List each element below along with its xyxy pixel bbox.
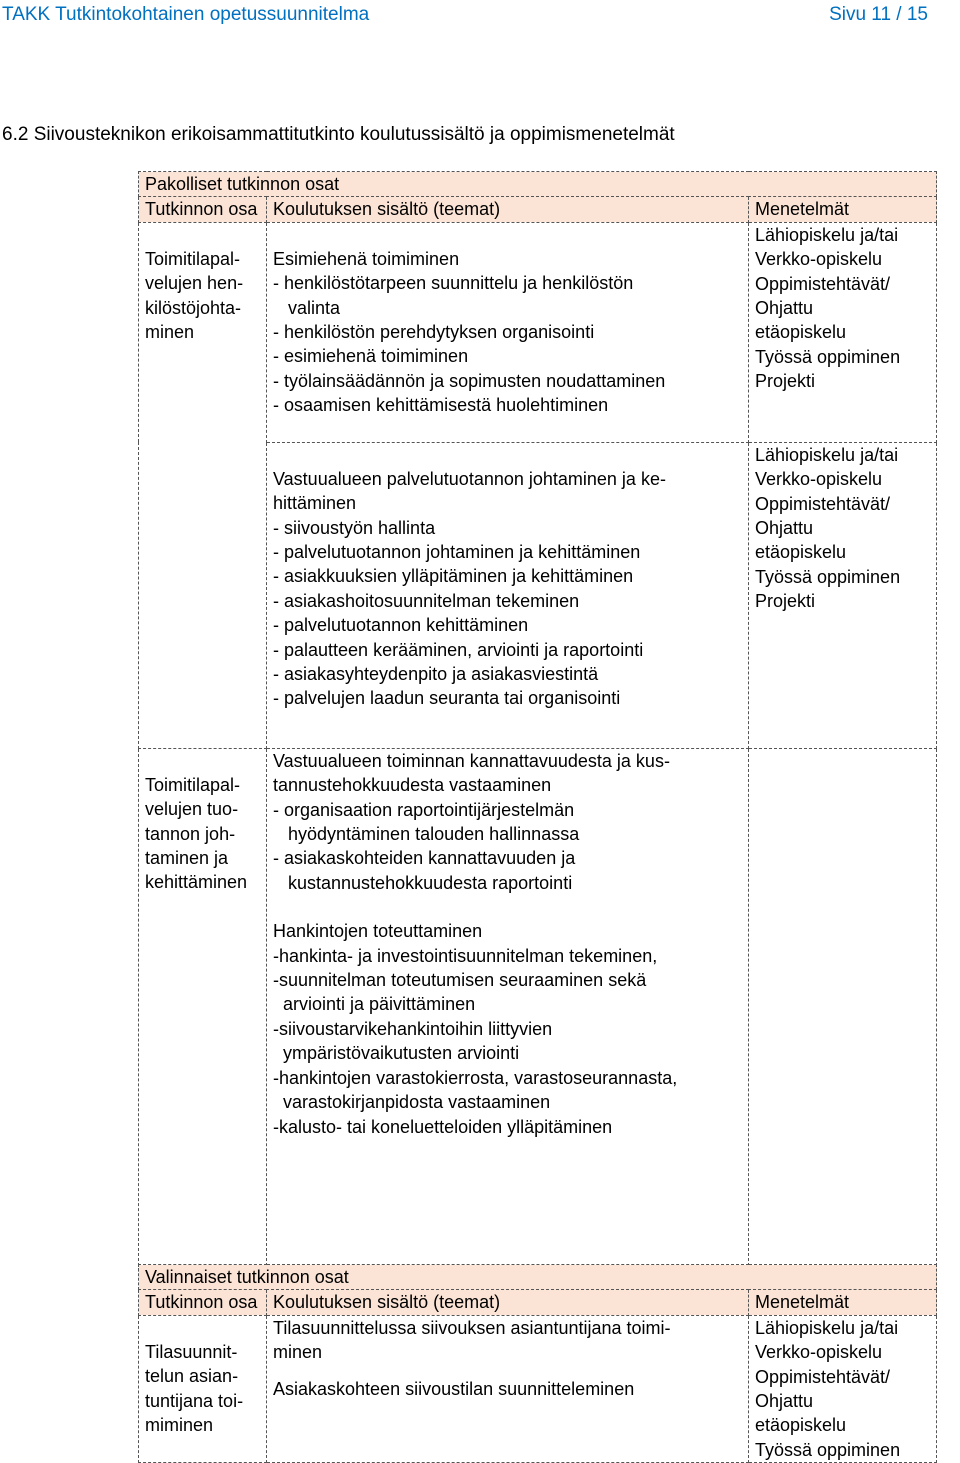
content-line: - palautteen kerääminen, arviointi ja raportointi — [273, 639, 644, 660]
method-line: Projekti — [755, 591, 816, 612]
content-line: kustannustehokkuudesta raportointi — [273, 872, 573, 893]
content-line: -hankintojen varastokierrosta, varastoseurannasta, — [273, 1067, 678, 1088]
content-line: -siivoustarvikehankintoihin liittyvien — [273, 1018, 553, 1039]
methods-cell — [749, 1315, 937, 1462]
method-line: Verkko-opiskelu — [755, 249, 883, 270]
content-line: - asiakasyhteydenpito ja asiakasviestintä — [273, 664, 599, 685]
content-line: tannustehokkuudesta vastaaminen — [273, 775, 552, 796]
content-line: - palvelutuotannon kehittäminen — [273, 615, 529, 636]
method-line: Ohjattu — [755, 518, 814, 539]
methods-cell — [749, 442, 937, 748]
table-row — [139, 222, 937, 442]
method-line: Työssä oppiminen — [755, 346, 901, 367]
table-row — [139, 748, 937, 1270]
content-line: ympäristövaikutusten arviointi — [273, 1043, 520, 1064]
header-methods: Menetelmät — [749, 1290, 937, 1315]
table-caption: Valinnaiset tutkinnon osat — [139, 1265, 937, 1290]
optional-parts-table — [138, 1264, 937, 1463]
content-line: Asiakaskohteen siivoustilan suunnitteleminen — [273, 1378, 635, 1399]
part-line: velujen tuo- — [145, 799, 239, 820]
part-line: kilöstöjohta- — [145, 297, 242, 318]
content-line: - palvelutuotannon johtaminen ja kehittäminen — [273, 542, 641, 563]
content-line: Hankintojen toteuttaminen — [273, 921, 483, 942]
part-line: tuntijana toi- — [145, 1390, 244, 1411]
header-part: Tutkinnon osa — [139, 197, 267, 222]
content-line: - asiakashoitosuunnitelman tekeminen — [273, 590, 580, 611]
part-line: velujen hen- — [145, 273, 244, 294]
method-line: Verkko-opiskelu — [755, 469, 883, 490]
method-line: Ohjattu — [755, 1391, 814, 1412]
method-line: Työssä oppiminen — [755, 566, 901, 587]
methods-cell — [749, 222, 937, 442]
header-methods: Menetelmät — [749, 197, 937, 222]
table-row — [139, 442, 937, 748]
method-line: Lähiopiskelu ja/tai — [755, 444, 899, 465]
method-line: Projekti — [755, 371, 816, 392]
method-line: Oppimistehtävät/ — [755, 1366, 891, 1387]
content-line: valinta — [273, 297, 341, 318]
document-title: TAKK Tutkintokohtainen opetussuunnitelma — [2, 4, 370, 25]
content-line: - organisaation raportointijärjestelmän — [273, 799, 575, 820]
content-line: arviointi ja päivittäminen — [273, 994, 476, 1015]
content-line: - henkilöstön perehdytyksen organisointi — [273, 322, 595, 343]
part-line: Toimitilapal- — [145, 774, 241, 795]
content-line: -suunnitelman toteutumisen seuraaminen sekä — [273, 970, 647, 991]
table-row — [139, 1315, 937, 1462]
content-line: - henkilöstötarpeen suunnittelu ja henkilöstön — [273, 273, 634, 294]
content-cell — [267, 1315, 749, 1462]
table-caption: Pakolliset tutkinnon osat — [139, 172, 937, 197]
part-line: minen — [145, 322, 195, 343]
method-line: etäopiskelu — [755, 322, 847, 343]
method-line: etäopiskelu — [755, 1415, 847, 1436]
method-line: Lähiopiskelu ja/tai — [755, 224, 899, 245]
header-part: Tutkinnon osa — [139, 1290, 267, 1315]
part-line: tannon joh- — [145, 823, 236, 844]
method-line: etäopiskelu — [755, 542, 847, 563]
content-line: -hankinta- ja investointisuunnitelman tekeminen, — [273, 945, 658, 966]
content-line: - työlainsäädännön ja sopimusten noudattaminen — [273, 370, 666, 391]
part-line: kehittäminen — [145, 872, 248, 893]
page-number: Sivu 11 / 15 — [829, 4, 928, 25]
table-caption-row — [139, 172, 937, 197]
part-line: telun asian- — [145, 1366, 239, 1387]
method-line: Oppimistehtävät/ — [755, 493, 891, 514]
content-line: Vastuualueen toiminnan kannattavuudesta ja kus- — [273, 750, 670, 771]
table-header-row — [139, 197, 937, 222]
content-line: hittäminen — [273, 493, 357, 514]
paragraph-gap — [273, 895, 748, 919]
mandatory-parts-table — [138, 171, 937, 1271]
content-line: Esimiehenä toimiminen — [273, 248, 460, 269]
content-line: minen — [273, 1342, 323, 1363]
content-line: - asiakaskohteiden kannattavuuden ja — [273, 848, 576, 869]
header-content: Koulutuksen sisältö (teemat) — [267, 1290, 749, 1315]
part-cell — [139, 748, 267, 1270]
content-line: Tilasuunnittelussa siivouksen asiantuntijana toimi- — [273, 1317, 671, 1338]
content-line: varastokirjanpidosta vastaaminen — [273, 1092, 551, 1113]
method-line: Verkko-opiskelu — [755, 1342, 883, 1363]
content-line: - osaamisen kehittämisestä huolehtiminen — [273, 395, 609, 416]
method-line: Työssä oppiminen — [755, 1439, 901, 1460]
content-cell — [267, 442, 749, 748]
content-line: - siivoustyön hallinta — [273, 517, 436, 538]
content-line: - palvelujen laadun seuranta tai organisointi — [273, 688, 621, 709]
content-line: -kalusto- tai koneluetteloiden ylläpitäminen — [273, 1116, 613, 1137]
content-cell — [267, 748, 749, 1270]
table-caption-row — [139, 1265, 937, 1290]
header-content: Koulutuksen sisältö (teemat) — [267, 197, 749, 222]
part-cell — [139, 442, 267, 748]
part-cell — [139, 222, 267, 442]
content-line: Vastuualueen palvelutuotannon johtaminen ja ke- — [273, 468, 666, 489]
method-line: Lähiopiskelu ja/tai — [755, 1317, 899, 1338]
document-header — [0, 0, 960, 28]
content-line: hyödyntäminen talouden hallinnassa — [273, 824, 580, 845]
content-line: - asiakkuuksien ylläpitäminen ja kehittäminen — [273, 566, 634, 587]
paragraph-gap — [273, 1365, 748, 1377]
content-line: - esimiehenä toimiminen — [273, 346, 469, 367]
part-cell — [139, 1315, 267, 1462]
table-header-row — [139, 1290, 937, 1315]
method-line: Ohjattu — [755, 298, 814, 319]
part-line: Toimitilapal- — [145, 248, 241, 269]
content-cell — [267, 222, 749, 442]
method-line: Oppimistehtävät/ — [755, 273, 891, 294]
methods-cell — [749, 748, 937, 1270]
part-line: taminen ja — [145, 848, 229, 869]
section-title: 6.2 Siivousteknikon erikoisammattitutkinto koulutussisältö ja oppimismenetelmät — [2, 124, 675, 145]
part-line: miminen — [145, 1415, 214, 1436]
part-line: Tilasuunnit- — [145, 1341, 238, 1362]
